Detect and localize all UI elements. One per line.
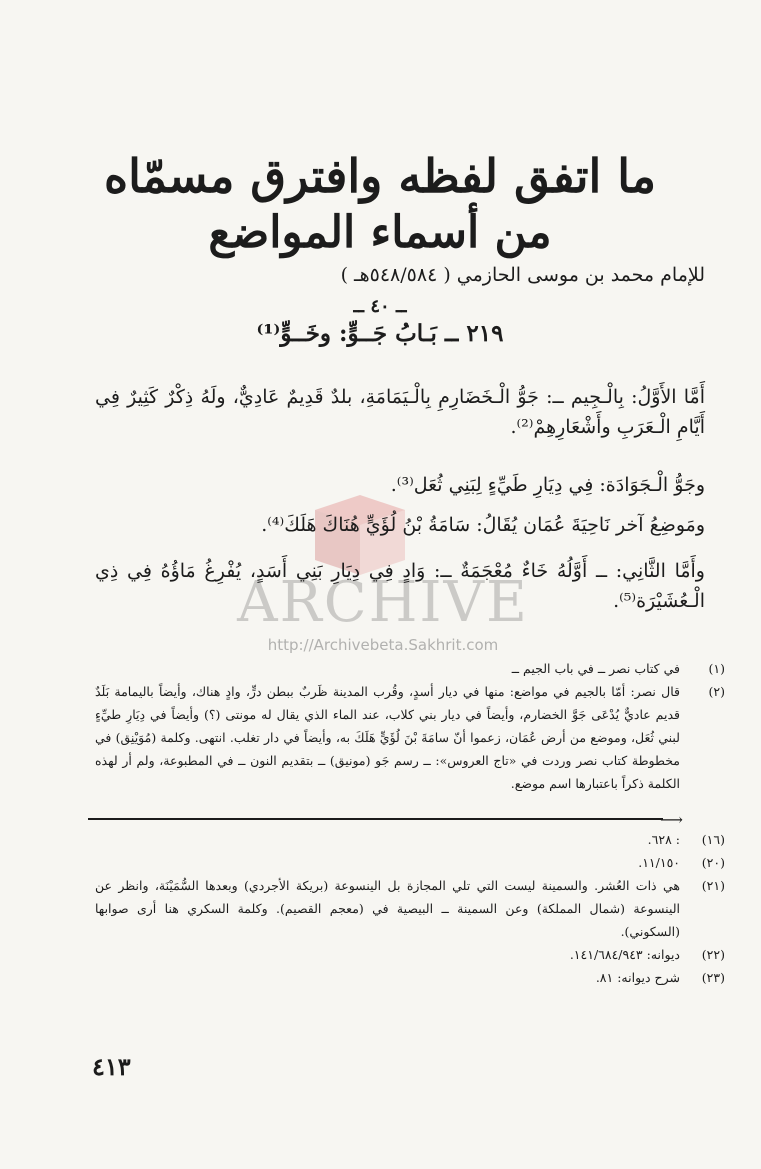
title-line-2: من أسماء المواضع — [208, 207, 552, 258]
footnote-text: ديوانه: ١٤١/٦٨٤/٩٤٣. — [569, 947, 680, 962]
footnote — [95, 966, 725, 989]
footnote — [95, 874, 725, 943]
footnote-number: (٢) — [708, 684, 725, 699]
footnote-number: (٢٢) — [701, 947, 725, 962]
section-number: ــ ٤٠ ــ — [353, 296, 407, 317]
paragraph-3: ومَوضِعُ آخر نَاحِيَةَ عُمَان يُقَالُ: سَامَةُ بْنُ لُؤَيٍّ هُنَاكَ هَلَكَ⁽⁴⁾. — [261, 514, 705, 536]
paragraph-1: أَمَّا الأَوَّلُ: بِالْـجِيم ــ: جَوُّ الْـخَضَارِمِ بِالْـيَمَامَةِ، بلدٌ قَدِيمٌ عَادِيٌّ، ولَهُ ذِكْرٌ كَثِيرٌ فِي أَيَّامِ الْـعَرَبِ وأَشْعَارِهِمْ⁽²⁾. — [95, 386, 705, 438]
watermark-url: http://Archivebeta.Sakhrit.com — [267, 636, 499, 654]
footnote — [95, 943, 725, 966]
arrow-right-icon: ⟶ — [660, 810, 683, 829]
footnote — [95, 680, 725, 795]
page-number: ٤١٣ — [92, 1052, 131, 1081]
author-line: للإمام محمد بن موسى الحازمي ( ٥٤٨/٥٨٤هـ ) — [340, 264, 705, 286]
footnote — [95, 828, 725, 851]
footnote-text: هي ذات العُشر. والسمينة ليست التي تلي المجازة بل الينسوعة (بريكة الأجردي) وبعدها السُّمَيْنَة، وانظر عن الينسوعة (شمال المملكة) وعن السمينة ــ البيصية في (معجم القصيم). وكلمة السكري هنا أرى صوابها (السكوني). — [95, 878, 680, 939]
footnote-number: (٢١) — [701, 878, 725, 893]
footnote-text: قال نصر: أمّا بالجيم في مواضع: منها في ديار أسدٍ، وقُرب المدينة ظَربٌ ببطن درٍّ، وادٍ هناك، وأيضاً باليمامة بَلَدٌ قديم عاديٌّ يُدْعَى جَوَّ الخضارم، وأيضاً في ديار بني كلاب، عند الماء الذي يقال له مونتى (؟) وأيضاً في دِيَارِ طيِّءٍ لبني ثُعَل، وموضع من أرض عُمَان، زعموا أنّ سامَةَ بْنَ لُؤَيٍّ هَلَكَ به، وأيضاً في دار تغلب. انتهى. وكلمة (مُوَيْنِق) في مخطوطة كتاب نصر وردت في «تاج العروس»: ــ رسم جَو (مونيق) ــ بتقديم النون ــ في المطبوعة، ولم أر لهذه الكلمة ذكراً باعتبارها اسم موضع. — [95, 684, 680, 791]
footnote-text: ١١/١٥٠. — [638, 855, 680, 870]
watermark-text: ARCHIVE — [237, 570, 529, 635]
footnote-number: (١) — [708, 661, 725, 676]
paragraph-4: وأَمَّا الثَّانِي: ــ أَوَّلُهُ خَاءٌ مُعْجَمَةٌ ــ: وَادٍ فِي دِيَارِ بَنِي أَسَدٍ، يُفْرِغُ مَاؤُهُ فِي ذِي الْـعُشَيْرَة⁽⁵⁾. — [95, 560, 705, 612]
chapter-heading: ٢١٩ ــ بَـابُ جَــوٍّ: وخَــوٍّ⁽¹⁾ — [256, 320, 504, 347]
footnote — [95, 851, 725, 874]
footnote-number: (٢٣) — [701, 970, 725, 985]
footnote-number: (١٦) — [701, 832, 725, 847]
paragraph-2: وجَوُّ الْـجَوَادَة: فِي دِيَارِ طَيِّءٍ لِبَنِي ثُعَل⁽³⁾. — [390, 474, 705, 496]
title-line-1: ما اتفق لفظه وافترق مسمّاه — [104, 149, 656, 203]
footnotes-lower — [95, 828, 725, 989]
footnote-number: (٢٠) — [701, 855, 725, 870]
footnotes-upper — [95, 657, 725, 795]
footnote-text: شرح ديوانه: ٨١. — [595, 970, 680, 985]
footnote — [95, 657, 725, 680]
footnote-text: في كتاب نصر ــ في باب الجيم ــ — [511, 661, 680, 676]
footnote-text: : ٦٢٨. — [647, 832, 680, 847]
footnote-divider — [88, 818, 663, 820]
